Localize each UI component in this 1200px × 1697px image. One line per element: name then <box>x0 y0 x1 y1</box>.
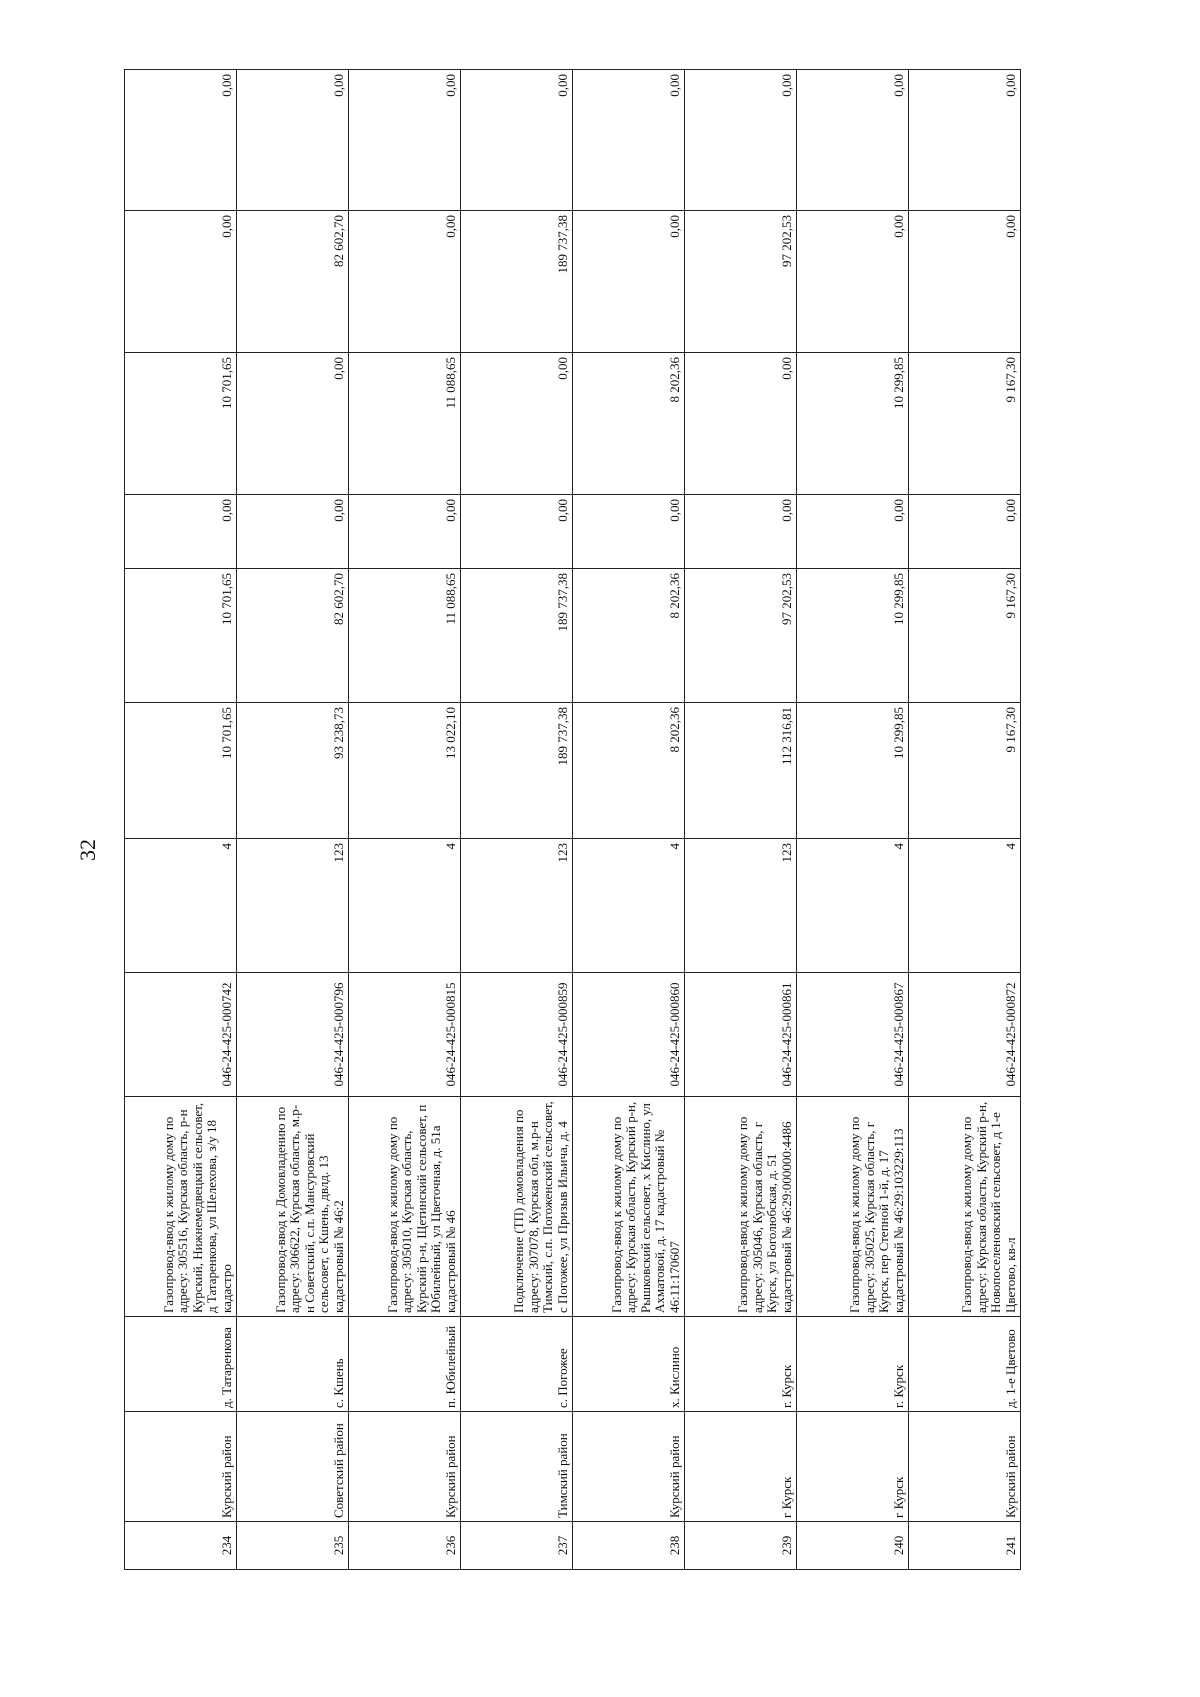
amount-year-cell: 0,00 <box>685 353 797 495</box>
object-description-cell: Газопровод-ввод к жилому дому по адресу: 305046, Курская область, г Курск, ул Боголюбская, д. 51 кадастровый № 46:29:000000:4486 <box>685 1097 797 1317</box>
table-row <box>685 70 797 1570</box>
row-number-cell: 240 <box>797 1522 909 1570</box>
district-cell: Курский район <box>573 1412 685 1522</box>
amount-year-cell: 8 202,36 <box>573 353 685 495</box>
application-code-cell: 046-24-425-000796 <box>237 973 349 1097</box>
amount-remaining-cell: 0,00 <box>461 70 573 211</box>
amount-zero-cell: 0,00 <box>909 495 1021 569</box>
object-description-cell: Газопровод-ввод к жилому дому по адресу: 305010, Курская область, Курский р-н, Щетинский сельсовет, п Юбилейный, ул Цветочная, д. 51а кадастровый № 46 <box>349 1097 461 1317</box>
amount-total-cell: 93 238,73 <box>237 703 349 839</box>
amount-cell: 8 202,36 <box>573 569 685 703</box>
object-description-cell: Газопровод-ввод к жилому дому по адресу: Курская область, Курский р-н, Новопоселеновский сельсовет, д 1-е Цветово, кв-л <box>909 1097 1021 1317</box>
table-body <box>125 70 1021 1570</box>
amount-next-cell: 82 602,70 <box>237 211 349 353</box>
application-code-cell: 046-24-425-000861 <box>685 973 797 1097</box>
amount-next-cell: 97 202,53 <box>685 211 797 353</box>
gas-pipeline-table <box>124 69 1021 1570</box>
locality-cell: х. Кислино <box>573 1317 685 1412</box>
object-description-cell: Газопровод-ввод к жилому дому по адресу: Курская область, Курский р-н, Рышковский сельсовет, х Кислино, ул Ахматовой, д. 17 кадастровый № 46:11:170607 <box>573 1097 685 1317</box>
locality-cell: д. Татаренкова <box>125 1317 237 1412</box>
amount-next-cell: 0,00 <box>909 211 1021 353</box>
page-number: 32 <box>75 839 100 861</box>
district-cell: Курский район <box>909 1412 1021 1522</box>
amount-next-cell: 0,00 <box>125 211 237 353</box>
type-code-cell: 4 <box>349 839 461 973</box>
type-code-cell: 4 <box>125 839 237 973</box>
object-description-cell: Газопровод-ввод к жилому дому по адресу: 305025, Курская область, г Курск, пер Степной 1-й, д. 17 кадастровый № 46:29:103229:113 <box>797 1097 909 1317</box>
amount-total-cell: 189 737,38 <box>461 703 573 839</box>
amount-zero-cell: 0,00 <box>237 495 349 569</box>
locality-cell: г. Курск <box>685 1317 797 1412</box>
amount-year-cell: 0,00 <box>237 353 349 495</box>
amount-zero-cell: 0,00 <box>125 495 237 569</box>
amount-total-cell: 9 167,30 <box>909 703 1021 839</box>
amount-remaining-cell: 0,00 <box>797 70 909 211</box>
amount-year-cell: 0,00 <box>461 353 573 495</box>
amount-remaining-cell: 0,00 <box>237 70 349 211</box>
amount-year-cell: 10 701,65 <box>125 353 237 495</box>
table-row <box>573 70 685 1570</box>
amount-next-cell: 0,00 <box>573 211 685 353</box>
amount-cell: 10 701,65 <box>125 569 237 703</box>
amount-cell: 10 299,85 <box>797 569 909 703</box>
table-row <box>349 70 461 1570</box>
table-row <box>237 70 349 1570</box>
amount-cell: 11 088,65 <box>349 569 461 703</box>
amount-cell: 82 602,70 <box>237 569 349 703</box>
amount-zero-cell: 0,00 <box>685 495 797 569</box>
type-code-cell: 4 <box>573 839 685 973</box>
type-code-cell: 4 <box>797 839 909 973</box>
locality-cell: д. 1-е Цветово <box>909 1317 1021 1412</box>
row-number-cell: 238 <box>573 1522 685 1570</box>
row-number-cell: 235 <box>237 1522 349 1570</box>
amount-next-cell: 189 737,38 <box>461 211 573 353</box>
table-row <box>797 70 909 1570</box>
amount-remaining-cell: 0,00 <box>349 70 461 211</box>
application-code-cell: 046-24-425-000859 <box>461 973 573 1097</box>
amount-year-cell: 9 167,30 <box>909 353 1021 495</box>
table-row <box>909 70 1021 1570</box>
object-description-cell: Газопровод-ввод к Домовладению по адресу: 306622, Курская область, м.р-н Советский, с.п. Мансуровский сельсовет, с Кшень, двлд. 13 кадастровый № 46:2 <box>237 1097 349 1317</box>
object-description-cell: Газопровод-ввод к жилому дому по адресу: 305516, Курская область, р-н Курский, Нижнемедвецкий сельсовет, д Татаренкова, ул Шелехова, з/у 18 кадастро <box>125 1097 237 1317</box>
amount-total-cell: 10 299,85 <box>797 703 909 839</box>
district-cell: Курский район <box>349 1412 461 1522</box>
amount-total-cell: 112 316,81 <box>685 703 797 839</box>
row-number-cell: 237 <box>461 1522 573 1570</box>
district-cell: г Курск <box>797 1412 909 1522</box>
application-code-cell: 046-24-425-000815 <box>349 973 461 1097</box>
application-code-cell: 046-24-425-000867 <box>797 973 909 1097</box>
type-code-cell: 4 <box>909 839 1021 973</box>
amount-zero-cell: 0,00 <box>573 495 685 569</box>
data-table-rotated <box>124 70 1024 1570</box>
row-number-cell: 241 <box>909 1522 1021 1570</box>
table-row <box>125 70 237 1570</box>
type-code-cell: 123 <box>685 839 797 973</box>
locality-cell: с. Погожее <box>461 1317 573 1412</box>
district-cell: Курский район <box>125 1412 237 1522</box>
table-row <box>461 70 573 1570</box>
row-number-cell: 236 <box>349 1522 461 1570</box>
object-description-cell: Подключение (ТП) домовладения по адресу: 307078, Курская обл, м.р-н Тимский, с.п. Погоженский сельсовет, с Погожее, ул Призыв Ильича, д. 4 <box>461 1097 573 1317</box>
application-code-cell: 046-24-425-000872 <box>909 973 1021 1097</box>
locality-cell: с. Кшень <box>237 1317 349 1412</box>
row-number-cell: 234 <box>125 1522 237 1570</box>
application-code-cell: 046-24-425-000860 <box>573 973 685 1097</box>
amount-total-cell: 13 022,10 <box>349 703 461 839</box>
locality-cell: п. Юбилейный <box>349 1317 461 1412</box>
amount-cell: 97 202,53 <box>685 569 797 703</box>
amount-total-cell: 10 701,65 <box>125 703 237 839</box>
amount-year-cell: 10 299,85 <box>797 353 909 495</box>
amount-next-cell: 0,00 <box>797 211 909 353</box>
type-code-cell: 123 <box>237 839 349 973</box>
application-code-cell: 046-24-425-000742 <box>125 973 237 1097</box>
row-number-cell: 239 <box>685 1522 797 1570</box>
amount-year-cell: 11 088,65 <box>349 353 461 495</box>
locality-cell: г. Курск <box>797 1317 909 1412</box>
amount-remaining-cell: 0,00 <box>573 70 685 211</box>
amount-cell: 189 737,38 <box>461 569 573 703</box>
amount-zero-cell: 0,00 <box>461 495 573 569</box>
district-cell: Тимский район <box>461 1412 573 1522</box>
district-cell: г Курск <box>685 1412 797 1522</box>
district-cell: Советский район <box>237 1412 349 1522</box>
amount-cell: 9 167,30 <box>909 569 1021 703</box>
amount-zero-cell: 0,00 <box>797 495 909 569</box>
type-code-cell: 123 <box>461 839 573 973</box>
amount-next-cell: 0,00 <box>349 211 461 353</box>
amount-total-cell: 8 202,36 <box>573 703 685 839</box>
amount-zero-cell: 0,00 <box>349 495 461 569</box>
amount-remaining-cell: 0,00 <box>125 70 237 211</box>
amount-remaining-cell: 0,00 <box>685 70 797 211</box>
amount-remaining-cell: 0,00 <box>909 70 1021 211</box>
